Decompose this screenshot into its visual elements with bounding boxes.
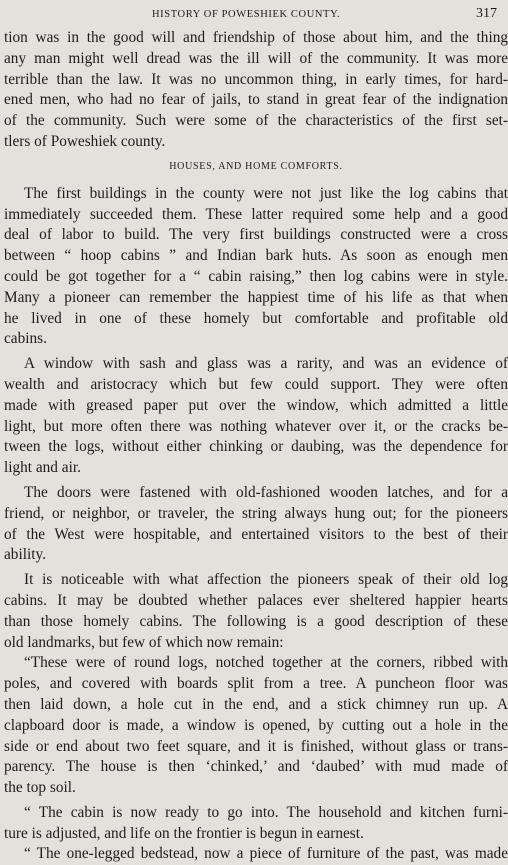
text-line: wealth and aristocracy which but few could support. They were often (4, 375, 508, 393)
text-line: deal of labor to build. The very first buildings constructed were a cross (4, 226, 508, 244)
text-line: cabins. It may be doubted whether palaces ever sheltered happier hearts (4, 591, 508, 609)
text-line: A window with sash and glass was a rarity, and was an evidence of (24, 355, 508, 373)
text-line: the top soil. (4, 779, 76, 797)
text-line: clapboard door is made, a window is opened, by cutting out a hole in the (4, 716, 508, 734)
text-line: side or end about two feet square, and it is finished, without glass or trans- (4, 737, 508, 755)
paragraph-intro (4, 28, 508, 153)
text-line: friend, or neighbor, or traveler, the string always hung out; for the pioneers (4, 504, 508, 522)
text-line: Many a pioneer can remember the happiest time of his life as that when (4, 288, 508, 306)
paragraph-quote-bedstead (4, 844, 508, 865)
paragraph-quote-ready (4, 803, 508, 845)
text-line: It is noticeable with what affection the pioneers speak of their old log (24, 571, 508, 589)
text-line: parency. The house is then ‘chinked,’ and ‘daubed’ with mud made of (4, 758, 508, 776)
text-line: ture is adjusted, and life on the frontier is begun in earnest. (4, 824, 364, 842)
text-line: “These were of round logs, notched together at the corners, ribbed with (24, 654, 508, 672)
text-line: The first buildings in the county were not just like the log cabins that (24, 184, 508, 202)
text-line: any man might well dread was the ill will of the community. It was more (4, 49, 508, 67)
page-body (4, 28, 508, 865)
text-line: “ The cabin is now ready to go into. The household and kitchen furni- (24, 803, 508, 821)
paragraph-buildings (4, 184, 508, 350)
text-line: tween the logs, without either chinking or daubing, was the dependence for (4, 438, 508, 456)
text-line: poles, and covered with boards split from a tree. A puncheon floor was (4, 675, 508, 693)
paragraph-doors (4, 483, 508, 566)
text-line: then laid down, a hole cut in the end, and a stick chimney run up. A (4, 695, 508, 713)
page-number: 317 (476, 6, 497, 21)
text-line: The doors were fastened with old-fashioned wooden latches, and for a (24, 483, 508, 501)
text-line: tlers of Poweshiek county. (4, 132, 166, 150)
section-heading: HOUSES, AND HOME COMFORTS. (169, 160, 343, 172)
text-line: “ The one-legged bedstead, now a piece of furniture of the past, was made (24, 845, 508, 863)
text-line: tion was in the good will and friendship of those about him, and the thing (4, 29, 508, 46)
text-line: ened men, who had no fear of jails, to stand in great fear of the indignation (4, 91, 508, 109)
text-line: made with greased paper put over the window, which admitted a little (4, 396, 508, 414)
running-head (4, 6, 508, 28)
running-head-title: HISTORY OF POWESHIEK COUNTY. (152, 9, 341, 20)
text-line: of the community. Such were some of the characteristics of the first set- (4, 112, 508, 130)
text-line: he lived in one of these homely but comfortable and profitable old (4, 309, 508, 327)
text-line: light and air. (4, 459, 81, 477)
text-line: could be got together for a “ cabin raising,” then log cabins were in style. (4, 267, 508, 285)
text-line: than those homely cabins. The following is a good description of these (4, 612, 508, 630)
text-line: ability. (4, 546, 46, 564)
text-line: of the West were hospitable, and entertained visitors to the best of their (4, 525, 508, 543)
paragraph-window (4, 354, 508, 479)
text-line: cabins. (4, 330, 47, 348)
paragraph-quote-logs (4, 653, 508, 799)
text-line: immediately succeeded them. These latter required some help and a good (4, 205, 508, 223)
text-line: old landmarks, but few of which now remain: (4, 633, 284, 651)
paragraph-noticeable (4, 570, 508, 653)
text-line: light, but more often there was nothing whatever over it, or the cracks be- (4, 417, 508, 435)
text-line: terrible than the law. It was no uncommon thing, in early times, for hard- (4, 70, 508, 88)
text-line: between “ hoop cabins ” and Indian bark huts. As soon as enough men (4, 247, 508, 265)
